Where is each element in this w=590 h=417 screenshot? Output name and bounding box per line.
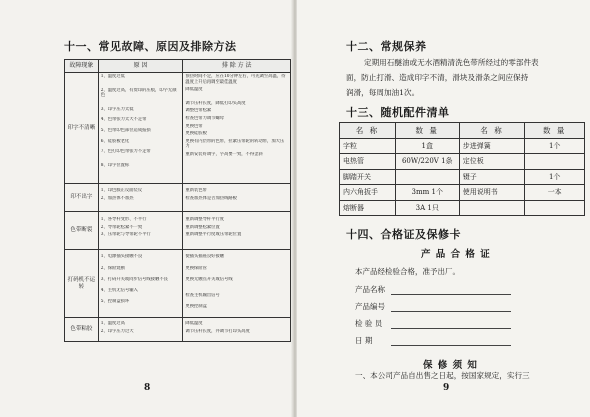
- fault-phenomenon: 打码机不运转: [65, 250, 99, 318]
- maintenance-heading: 十二、常规保养: [346, 40, 427, 53]
- right-page: [297, 0, 590, 417]
- solution-item: 更换有内层带的色带，拉紧压带轮的转动带，加大压力: [185, 138, 285, 150]
- parts-row: [340, 185, 585, 201]
- date-line: [391, 345, 511, 346]
- fault-causes: [98, 250, 183, 318]
- solution-item: 降低温度: [185, 87, 203, 93]
- cause-item: 2、印字压力过大: [100, 328, 134, 334]
- part-qty: 1个: [525, 169, 585, 185]
- left-page: [0, 0, 293, 417]
- certificate-heading: 十四、合格证及保修卡: [346, 228, 461, 241]
- part-name: 字粒: [340, 138, 396, 154]
- col-header-solution: 排 除 方 法: [183, 60, 291, 73]
- solution-item: 重新调整平行度或压带轮位置: [185, 232, 242, 238]
- fault-causes: [98, 318, 183, 342]
- parts-header-qty: 数 量: [525, 123, 585, 139]
- fault-phenomenon: 色带粘胶: [65, 318, 99, 342]
- cause-item: 8、印字位置标: [100, 162, 130, 168]
- cause-item: 1、电源插头接触不良: [100, 254, 143, 259]
- solution-item: 调整色带松紧: [185, 108, 212, 114]
- col-header-phenomenon: 故障现象: [65, 60, 99, 73]
- cause-item: 1、温度过高: [100, 321, 125, 326]
- fault-solutions: [183, 212, 291, 250]
- form-label-date: 日 期: [355, 336, 373, 345]
- fault-solutions: [183, 318, 291, 342]
- part-qty: 3mm 1个: [395, 185, 459, 201]
- fault-phenomenon: 色带断裂: [65, 212, 99, 250]
- fault-phenomenon: 印字不清晰: [65, 73, 99, 184]
- cause-item: 3、压带轮与导带轮不平行: [100, 232, 151, 238]
- solution-item: 重新调整松紧位置: [185, 224, 220, 230]
- cause-item: 4、主机无信号输入: [100, 287, 138, 293]
- parts-header-qty: 数 量: [395, 123, 459, 139]
- fault-solutions: [183, 250, 291, 318]
- product-name-line: [391, 294, 511, 295]
- form-label-product-number: 产品编号: [355, 302, 385, 311]
- troubleshooting-heading: 十一、常见故障、原因及排除方法: [64, 40, 237, 53]
- part-qty: 1盒: [395, 138, 459, 154]
- solution-item: 重新调整导杆平行度: [185, 217, 225, 222]
- cause-item: 4、色带张力太大不走带: [100, 117, 147, 123]
- cause-item: 1、印色膜正反面装反: [100, 188, 143, 193]
- part-qty: [395, 169, 459, 185]
- page-number-left: 8: [144, 383, 151, 393]
- solution-item: 重新安装好调字，字高要一致，不得歪斜: [185, 151, 263, 157]
- fault-causes: [98, 212, 183, 250]
- cause-item: 5、色带印色部位造成报损: [100, 127, 151, 133]
- cause-item: 3、印字压力太低: [100, 106, 134, 112]
- part-qty: [525, 200, 585, 216]
- part-name: 定位板: [459, 154, 525, 170]
- fault-causes: [98, 73, 183, 184]
- part-qty: 1个: [525, 138, 585, 154]
- cause-item: 1、各导杆变形、不平行: [100, 217, 147, 222]
- solution-item: 更换保险管: [185, 265, 207, 271]
- cause-item: 2、温度过高，有烫印的压痕，印字无颜色: [100, 87, 177, 99]
- certificate-title: 产 品 合 格 证: [421, 249, 491, 260]
- parts-header-name: 名 称: [459, 123, 525, 139]
- maintenance-text-2: 面，防止打滑、造成印字不清，滑块及滑条之间应保持: [346, 73, 529, 82]
- warranty-title: 保 修 须 知: [423, 360, 478, 371]
- solution-item: 检查色带力调节螺母: [185, 115, 225, 121]
- maintenance-text-1: 定期用石醚油或无水酒精清洗色带所经过的零部件表: [364, 58, 539, 67]
- parts-row: [340, 200, 585, 216]
- part-name: 内六角扳手: [340, 185, 396, 201]
- page-number-right: 9: [443, 383, 450, 393]
- cause-item: 2、加热体不加热: [100, 195, 134, 201]
- parts-header-name: 名 称: [340, 123, 396, 139]
- solution-item: 更换无触点开关或信号线: [185, 277, 233, 283]
- part-name: 熔断器: [340, 200, 396, 216]
- part-qty: [525, 154, 585, 170]
- fault-phenomenon: 印不出字: [65, 184, 99, 212]
- parts-row: [340, 154, 585, 170]
- solution-item: 预热时间不足，应在10分钟左右，可先调至高温，待温度上升后再调至最佳温度: [185, 74, 286, 85]
- part-name: 步进弹簧: [459, 138, 525, 154]
- solution-item: 更换色带: [185, 123, 203, 129]
- solution-item: 更换控制盒: [185, 304, 207, 310]
- part-qty: 3A 1只: [395, 200, 459, 216]
- cause-item: 5、控制盒损坏: [100, 299, 130, 305]
- form-label-product-name: 产品名称: [355, 285, 385, 294]
- part-qty: 一本: [525, 185, 585, 201]
- solution-item: 更换硅胶板: [185, 131, 207, 137]
- inspector-line: [391, 328, 511, 329]
- part-name: 镊子: [459, 169, 525, 185]
- solution-item: 检查加热体是否加热线路板: [185, 195, 237, 201]
- fault-causes: [98, 184, 183, 212]
- col-header-cause: 原 因: [98, 60, 183, 73]
- parts-row: [340, 138, 585, 154]
- part-name: 电热管: [340, 154, 396, 170]
- solution-item: 调节压杆长度，降低打印头高度: [185, 100, 246, 106]
- cause-item: 3、打码开关或同步信号线接触不良: [100, 277, 168, 283]
- maintenance-text-3: 润滑，每周加油1次。: [346, 88, 420, 97]
- part-name: 使用说明书: [459, 185, 525, 201]
- cause-item: 6、硅胶板老化: [100, 138, 130, 144]
- product-number-line: [391, 311, 511, 312]
- part-name: 脚踏开关: [340, 169, 396, 185]
- parts-table: [339, 122, 585, 216]
- cause-item: 7、色打印色带张力不走带: [100, 149, 151, 155]
- solution-item: 检查主机输出信号: [185, 292, 220, 298]
- cause-item: 1、温度过低: [100, 74, 125, 79]
- solution-item: 使插头插座良好接触: [185, 254, 225, 259]
- solution-item: 重新装色带: [185, 188, 207, 193]
- solution-item: 调节压杆长度，并调节打印头高度: [185, 328, 250, 334]
- form-label-inspector: 检 验 员: [355, 319, 383, 328]
- part-qty: 60W/220V 1条: [395, 154, 459, 170]
- solution-item: 降低温度: [185, 321, 203, 326]
- troubleshooting-table: [64, 59, 291, 342]
- cause-item: 2、导带轮松紧不一致: [100, 224, 143, 230]
- certificate-intro: 本产品经检验合格，准予出厂。: [355, 267, 460, 276]
- parts-list-heading: 十三、随机配件清单: [346, 106, 450, 119]
- warranty-text-1: 一、本公司产品自出售之日起，按国家规定，实行三: [355, 371, 530, 380]
- part-name: [459, 200, 525, 216]
- fault-solutions: [183, 184, 291, 212]
- fault-solutions: [183, 73, 291, 184]
- cause-item: 2、保险烧断: [100, 265, 125, 271]
- parts-row: [340, 169, 585, 185]
